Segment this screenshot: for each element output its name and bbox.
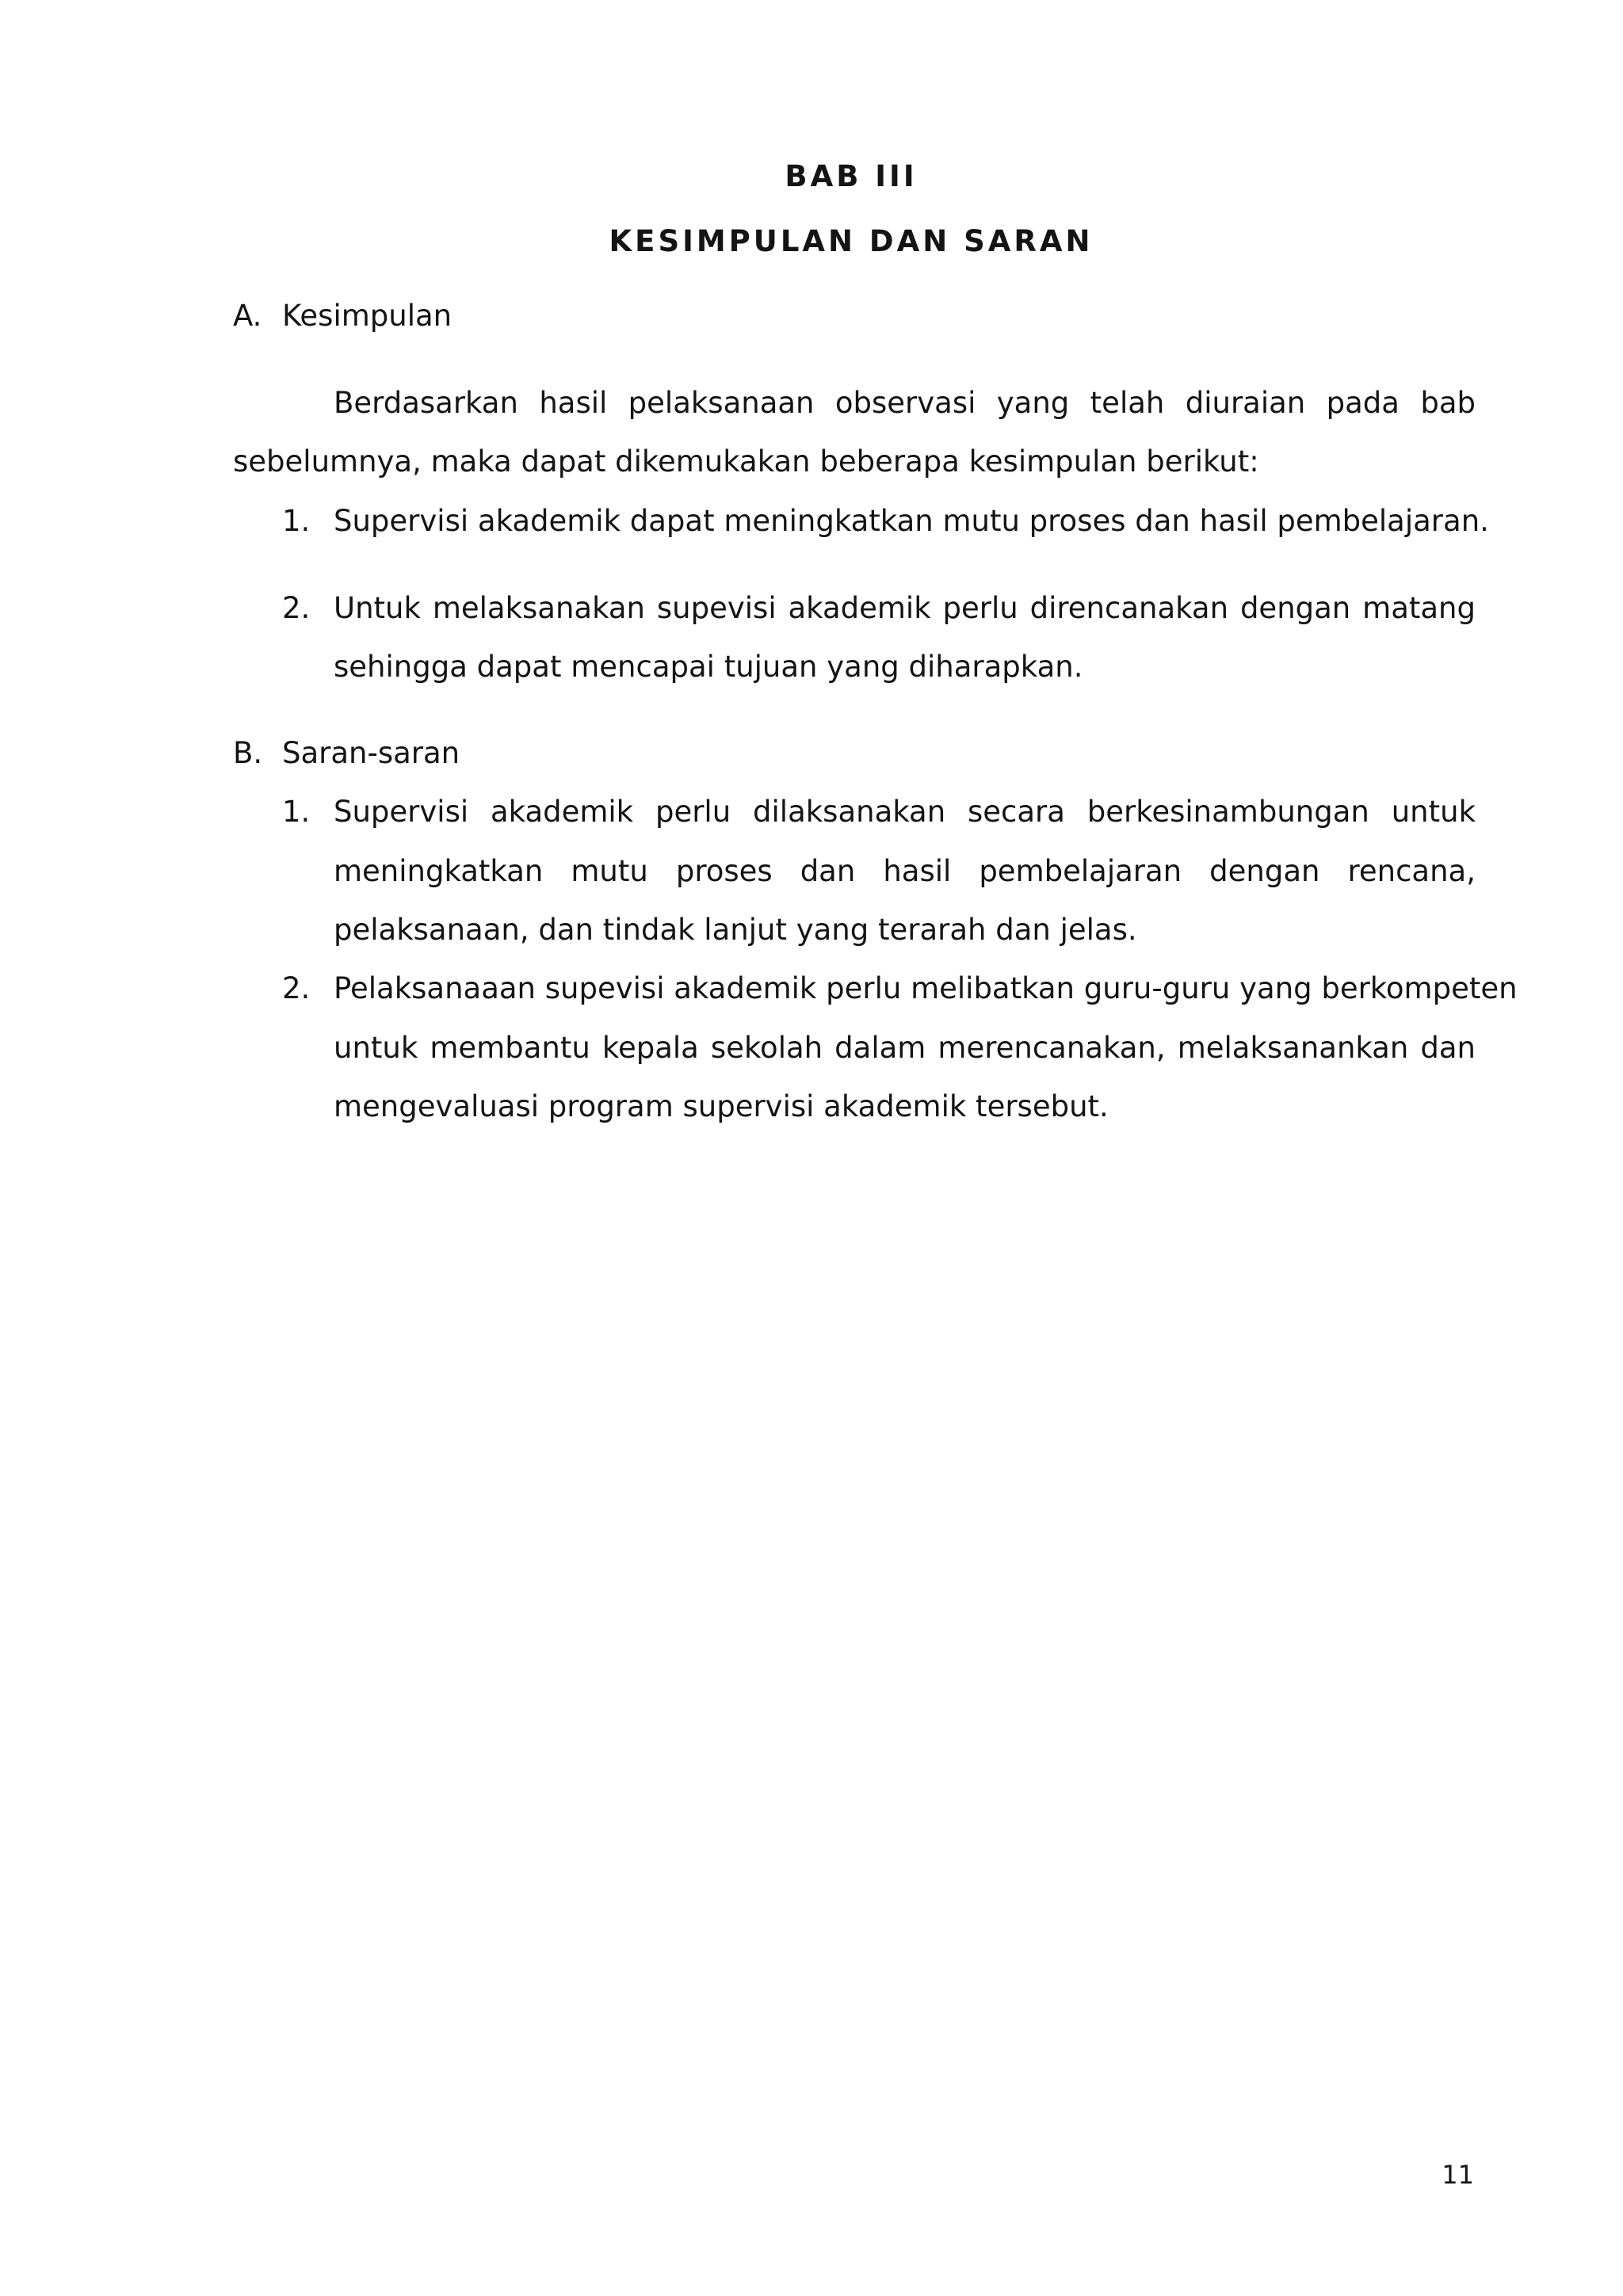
conclusion-item-number: 1. — [282, 504, 311, 538]
section-a-heading: Kesimpulan — [282, 299, 453, 333]
suggestion-item-text: pelaksanaan, dan tindak lanjut yang terarah dan jelas. — [334, 913, 1137, 947]
conclusion-item-text: Supervisi akademik dapat meningkatkan mutu proses dan hasil pembelajaran. — [334, 504, 1489, 538]
intro-paragraph-line: Berdasarkan hasil pelaksanaan observasi yang telah diuraian pada bab — [334, 386, 1476, 420]
suggestion-item-text: Pelaksanaaan supevisi akademik perlu melibatkan guru-guru yang berkompeten — [334, 971, 1518, 1005]
conclusion-item-number: 2. — [282, 591, 311, 625]
chapter-subtitle: KESIMPULAN DAN SARAN — [609, 224, 1094, 258]
section-b-marker: B. — [233, 736, 263, 770]
suggestion-item-text: meningkatkan mutu proses dan hasil pembelajaran dengan rencana, — [334, 854, 1476, 888]
section-b-heading: Saran-saran — [282, 736, 460, 770]
chapter-title: BAB III — [785, 159, 918, 193]
suggestion-item-number: 1. — [282, 795, 311, 829]
suggestion-item-text: Supervisi akademik perlu dilaksanakan secara berkesinambungan untuk — [334, 795, 1476, 829]
suggestion-item-text: untuk membantu kepala sekolah dalam merencanakan, melaksanankan dan — [334, 1031, 1476, 1065]
conclusion-item-text: Untuk melaksanakan supevisi akademik perlu direncanakan dengan matang — [334, 591, 1476, 625]
suggestion-item-text: mengevaluasi program supervisi akademik tersebut. — [334, 1089, 1109, 1123]
page-number: 11 — [1442, 2160, 1474, 2190]
intro-paragraph-line: sebelumnya, maka dapat dikemukakan beberapa kesimpulan berikut: — [233, 444, 1259, 479]
section-a-marker: A. — [233, 299, 262, 333]
conclusion-item-text: sehingga dapat mencapai tujuan yang diharapkan. — [334, 650, 1083, 684]
suggestion-item-number: 2. — [282, 971, 311, 1005]
